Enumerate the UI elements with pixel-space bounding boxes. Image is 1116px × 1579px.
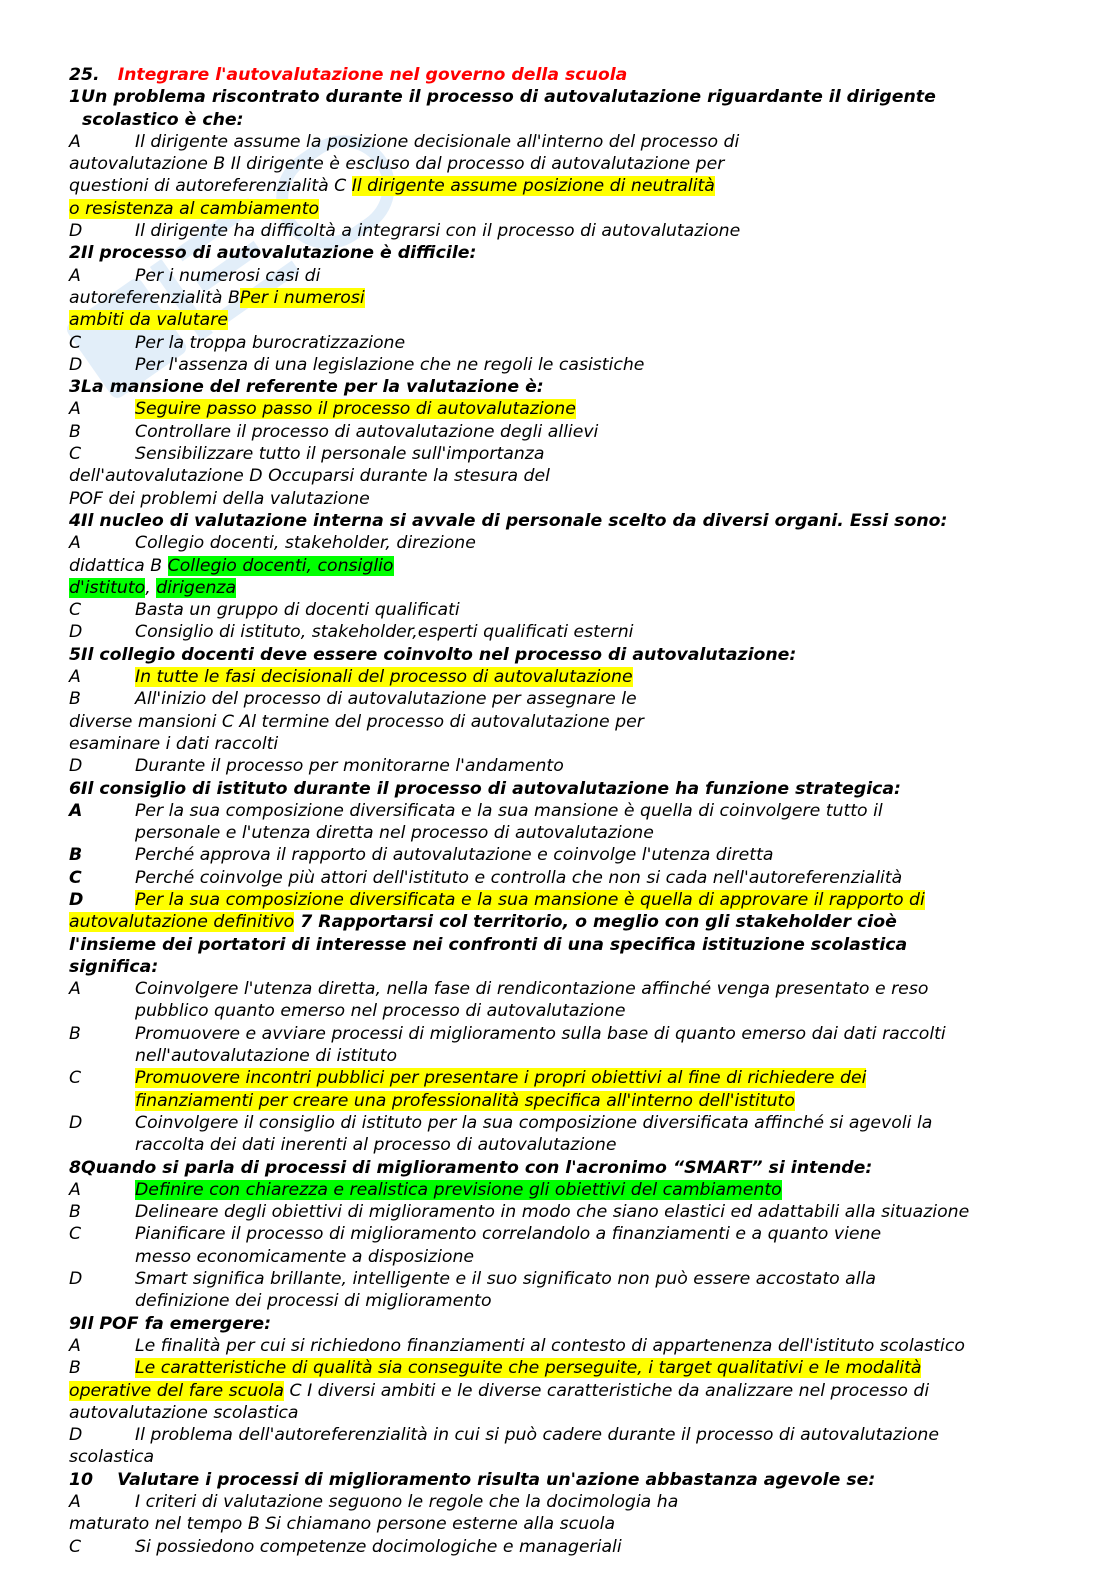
q10-option-c: C Si possiedono competenze docimologiche e manageriali <box>69 1536 622 1557</box>
q2-option-a: A Per i numerosi casi di <box>69 265 321 286</box>
option-letter: C <box>69 332 82 353</box>
option-letter: A <box>69 1492 81 1512</box>
correct-answer: Collegio docenti, consiglio <box>167 555 394 576</box>
q7-option-b-cont: nell'autovalutazione di istituto <box>135 1046 398 1067</box>
highlighted-answer: o resistenza al cambiamento <box>69 198 320 219</box>
option-letter: D <box>69 1112 83 1133</box>
question-9: 9Il POF fa emergere: <box>69 1313 271 1334</box>
q8-option-a <box>69 1179 1059 1201</box>
q6-option-a-cont: personale e l'utenza diretta nel processo di autovalutazione <box>135 823 654 844</box>
highlighted-answer: In tutte le fasi decisionali del processo di autovalutazione <box>135 667 633 688</box>
q2-option-c: C Per la troppa burocratizzazione <box>69 332 406 353</box>
q7-option-d: D Coinvolgere il consiglio di istituto per la sua composizione diversificata affinché si agevoli la <box>69 1112 933 1133</box>
q6-option-d <box>69 889 1059 911</box>
section-title: Integrare l'autovalutazione nel governo della scuola <box>117 65 628 85</box>
option-letter: A <box>69 667 81 688</box>
question-2: 2Il processo di autovalutazione è difficile: <box>69 243 477 264</box>
option-letter: B <box>69 1023 81 1044</box>
q1-text-line: questioni di autoreferenzialità C Il dirigente assume posizione di neutralità <box>69 176 715 197</box>
highlighted-answer: Il dirigente assume posizione di neutralità <box>351 176 715 197</box>
q1-text-line <box>69 198 1059 220</box>
q6-option-c: C Perché coinvolge più attori dell'istituto e controlla che non si cada nell'autoreferenzialità <box>69 867 903 888</box>
q1-text-line: autovalutazione B Il dirigente è escluso dal processo di autovalutazione per <box>69 154 725 175</box>
question-5: 5Il collegio docenti deve essere coinvolto nel processo di autovalutazione: <box>69 644 797 665</box>
q2-text-line: autoreferenzialità BPer i numerosi <box>69 287 365 308</box>
question-1-cont: scolastico è che: <box>82 109 244 130</box>
option-letter: A <box>69 131 81 152</box>
option-letter: D <box>69 622 83 643</box>
question-8: 8Quando si parla di processi di miglioramento con l'acronimo “SMART” si intende: <box>69 1157 873 1178</box>
q9-text-line: autovalutazione scolastica <box>69 1402 299 1423</box>
correct-answer: Definire con chiarezza e realistica previsione gli obiettivi del cambiamento <box>135 1179 782 1200</box>
option-letter: C <box>69 600 82 621</box>
q3-text-line: POF dei problemi della valutazione <box>69 488 370 509</box>
correct-answer: dirigenza <box>156 577 237 598</box>
q6-option-a: A Per la sua composizione diversificata e la sua mansione è quella di coinvolgere tutto il <box>69 800 883 821</box>
q10-option-a: A I criteri di valutazione seguono le regole che la docimologia ha <box>69 1492 679 1512</box>
highlighted-answer: Seguire passo passo il processo di autovalutazione <box>135 399 576 420</box>
q9-text-line: operative del fare scuola C I diversi ambiti e le diverse caratteristiche da analizzare nel processo di <box>69 1380 930 1401</box>
option-letter: D <box>69 221 83 242</box>
option-letter: D <box>69 889 84 910</box>
q5-option-d: D Durante il processo per monitorarne l'andamento <box>69 756 564 777</box>
q7-option-a-cont: pubblico quanto emerso nel processo di autovalutazione <box>135 1001 626 1022</box>
q8-option-c-cont: messo economicamente a disposizione <box>135 1246 475 1267</box>
option-letter: C <box>69 1068 82 1089</box>
q3-text-line: dell'autovalutazione D Occuparsi durante la stesura del <box>69 466 550 487</box>
q3-option-c: C Sensibilizzare tutto il personale sull'importanza <box>69 444 545 465</box>
question-3: 3La mansione del referente per la valutazione è: <box>69 377 544 398</box>
option-letter: A <box>69 1179 81 1200</box>
q5-option-a <box>69 666 1059 688</box>
q5-option-b: B All'inizio del processo di autovalutazione per assegnare le <box>69 689 637 710</box>
q8-option-c: C Pianificare il processo di miglioramento correlandolo a finanziamenti e a quanto viene <box>69 1224 882 1245</box>
question-10: 10 Valutare i processi di miglioramento risulta un'azione abbastanza agevole se: <box>69 1469 876 1490</box>
q1-option-d: D Il dirigente ha difficoltà a integrarsi con il processo di autovalutazione <box>69 221 741 242</box>
document-page <box>69 64 1059 1558</box>
option-letter: C <box>69 867 82 888</box>
q1-option-a: A Il dirigente assume la posizione decisionale all'interno del processo di <box>69 131 740 152</box>
q4-text-line: d'istituto, dirigenza <box>69 577 237 598</box>
q4-option-c: C Basta un gruppo di docenti qualificati <box>69 600 460 621</box>
q3-option-a <box>69 398 1059 420</box>
option-letter: A <box>69 533 81 554</box>
option-letter: D <box>69 756 83 777</box>
q7-option-a: A Coinvolgere l'utenza diretta, nella fase di rendicontazione affinché venga presentato e reso <box>69 979 929 1000</box>
highlighted-answer: Per la sua composizione diversificata e la sua mansione è quella di approvare il rapporto di <box>135 889 925 910</box>
option-letter: C <box>69 1224 82 1245</box>
question-7: 7 Rapportarsi col territorio, o meglio con gli stakeholder cioè <box>294 912 897 933</box>
highlighted-answer: autovalutazione definitivo <box>69 912 295 933</box>
q9-text-line: scolastica <box>69 1447 155 1468</box>
q3-option-b: B Controllare il processo di autovalutazione degli allievi <box>69 421 599 442</box>
q10-text-line: maturato nel tempo B Si chiamano persone esterne alla scuola <box>69 1514 616 1535</box>
option-letter: A <box>69 265 81 286</box>
q8-option-d-cont: definizione dei processi di miglioramento <box>135 1291 492 1312</box>
q9-option-a: A Le finalità per cui si richiedono finanziamenti al contesto di appartenenza dell'istituto scolastico <box>69 1335 965 1356</box>
q4-option-d: D Consiglio di istituto, stakeholder,esperti qualificati esterni <box>69 622 634 643</box>
q9-option-b <box>69 1357 1059 1379</box>
option-letter: B <box>69 845 83 866</box>
q4-text-line: didattica B Collegio docenti, consiglio <box>69 555 394 576</box>
section-number: 25. <box>69 65 100 85</box>
q8-option-b: B Delineare degli obiettivi di miglioramento in modo che siano elastici ed adattabili alla situazione <box>69 1202 970 1223</box>
option-letter: D <box>69 1269 83 1290</box>
q7-option-c <box>69 1067 1059 1089</box>
option-letter: A <box>69 800 83 821</box>
option-letter: B <box>69 1202 81 1223</box>
q9-option-d: D Il problema dell'autoreferenzialità in cui si può cadere durante il processo di autovalutazione <box>69 1425 940 1446</box>
q5-text-line: diverse mansioni C Al termine del processo di autovalutazione per <box>69 711 644 732</box>
question-6: 6Il consiglio di istituto durante il processo di autovalutazione ha funzione strategica: <box>69 778 901 799</box>
q7-option-c-cont <box>69 1090 1059 1112</box>
highlighted-answer: finanziamenti per creare una <box>135 1090 392 1111</box>
q7-option-b: B Promuovere e avviare processi di miglioramento sulla base di quanto emerso dai dati raccolti <box>69 1023 946 1044</box>
highlighted-answer: ambiti da valutare <box>69 310 228 331</box>
option-letter: A <box>69 1335 81 1356</box>
question-4: 4Il nucleo di valutazione interna si avvale di personale scelto da diversi organi. Essi sono: <box>69 510 948 531</box>
highlighted-answer: Per i numerosi <box>239 287 365 308</box>
q6-option-b: B Perché approva il rapporto di autovalutazione e coinvolge l'utenza diretta <box>69 845 774 866</box>
section-heading <box>69 64 1059 86</box>
option-letter: C <box>69 1536 82 1557</box>
q6-q7-line <box>69 911 1059 933</box>
correct-answer: d'istituto <box>69 577 146 598</box>
highlighted-answer: operative del fare scuola <box>69 1380 285 1401</box>
question-1: 1Un problema riscontrato durante il processo di autovalutazione riguardante il dirigente <box>69 87 936 108</box>
option-letter: C <box>69 444 82 465</box>
q7-option-d-cont: raccolta dei dati inerenti al processo di autovalutazione <box>135 1135 617 1156</box>
option-letter: D <box>69 354 83 375</box>
q5-text-line: esaminare i dati raccolti <box>69 733 279 754</box>
option-letter: B <box>69 689 81 710</box>
q2-option-d: D Per l'assenza di una legislazione che ne regoli le casistiche <box>69 354 645 375</box>
option-letter: D <box>69 1425 83 1446</box>
question-number: 10 <box>69 1469 94 1490</box>
option-letter: B <box>69 421 81 442</box>
highlighted-answer: professionalità specifica all'interno dell'istituto <box>391 1090 795 1111</box>
option-letter: A <box>69 399 81 420</box>
option-letter: B <box>69 1358 81 1379</box>
option-letter: A <box>69 979 81 1000</box>
question-7-cont: significa: <box>69 956 159 977</box>
highlighted-answer: Le caratteristiche di qualità sia conseguite che perseguite, i target qualitativi e le modalità <box>135 1358 922 1379</box>
q8-option-d: D Smart significa brillante, intelligente e il suo significato non può essere accostato alla <box>69 1269 876 1290</box>
q2-text-line <box>69 309 1059 331</box>
question-7-cont: l'insieme dei portatori di interesse nei confronti di una specifica istituzione scolastica <box>69 934 908 955</box>
highlighted-answer: Promuovere incontri pubblici per presentare i propri obiettivi al fine di richiedere dei <box>135 1068 867 1089</box>
q4-option-a: A Collegio docenti, stakeholder, direzione <box>69 533 476 554</box>
